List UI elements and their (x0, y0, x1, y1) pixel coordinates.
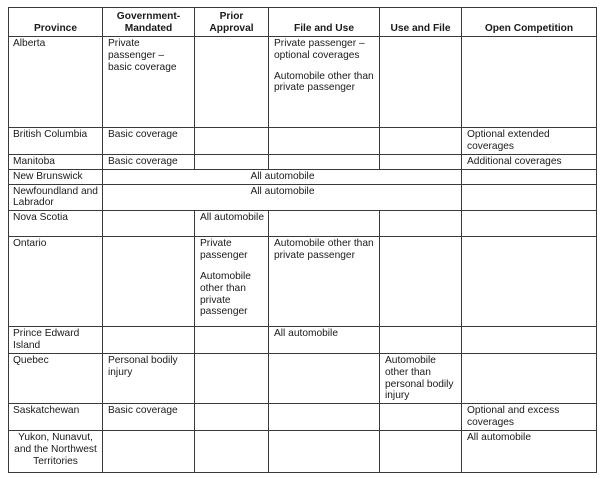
open-competition-cell: All automobile (462, 430, 597, 472)
use-and-file-cell (380, 37, 462, 128)
government-mandated-cell: Basic coverage (103, 404, 195, 431)
file-and-use-cell (269, 404, 380, 431)
prior-approval-cell (195, 404, 269, 431)
cell-line: Private passenger – optional coverages (274, 38, 365, 61)
province-cell: Newfoundland and Labrador (9, 184, 103, 211)
header-prior-approval: Prior Approval (195, 8, 269, 37)
table-row (9, 327, 597, 354)
province-cell: Quebec (9, 353, 103, 403)
government-mandated-cell: Private passenger – basic coverage (103, 37, 195, 128)
open-competition-cell (462, 184, 597, 211)
use-and-file-cell (380, 211, 462, 237)
file-and-use-cell (269, 128, 380, 155)
open-competition-cell (462, 37, 597, 128)
prior-approval-cell (195, 155, 269, 170)
table-row (9, 237, 597, 327)
use-and-file-cell (380, 327, 462, 354)
table-row (9, 430, 597, 472)
government-mandated-cell: Personal bodily injury (103, 353, 195, 403)
cell-line: Automobile other than private passenger (200, 270, 251, 318)
cell-line: Automobile other than private passenger (274, 70, 374, 94)
government-mandated-cell: Basic coverage (103, 155, 195, 170)
government-mandated-cell: Basic coverage (103, 128, 195, 155)
prior-approval-cell (195, 353, 269, 403)
auto-insurance-regulation-table (8, 7, 597, 473)
regulation-table-page (8, 7, 596, 473)
prior-approval-cell (195, 430, 269, 472)
file-and-use-cell (269, 430, 380, 472)
cell-line: Private passenger (200, 238, 248, 262)
province-cell: Yukon, Nunavut, and the Northwest Territories (9, 430, 103, 472)
open-competition-cell (462, 353, 597, 403)
province-cell: Manitoba (9, 155, 103, 170)
open-competition-cell: Optional and excess coverages (462, 404, 597, 431)
use-and-file-cell (380, 237, 462, 327)
open-competition-cell (462, 237, 597, 327)
table-row (9, 353, 597, 403)
table-row (9, 128, 597, 155)
province-cell: Ontario (9, 237, 103, 327)
header-government-mandated: Government-Mandated (103, 8, 195, 37)
header-row (9, 8, 597, 37)
file-and-use-cell (269, 37, 380, 128)
use-and-file-cell: Automobile other than personal bodily injury (380, 353, 462, 403)
spanning-cell: All automobile (103, 184, 462, 211)
table-row (9, 211, 597, 237)
table-row (9, 184, 597, 211)
government-mandated-cell (103, 430, 195, 472)
province-cell: Saskatchewan (9, 404, 103, 431)
file-and-use-cell (269, 155, 380, 170)
open-competition-cell (462, 211, 597, 237)
open-competition-cell (462, 169, 597, 184)
province-cell: Prince Edward Island (9, 327, 103, 354)
use-and-file-cell (380, 128, 462, 155)
use-and-file-cell (380, 430, 462, 472)
government-mandated-cell (103, 211, 195, 237)
province-cell: Alberta (9, 37, 103, 128)
government-mandated-cell (103, 237, 195, 327)
header-use-and-file: Use and File (380, 8, 462, 37)
table-row (9, 37, 597, 128)
file-and-use-cell (269, 211, 380, 237)
table-row (9, 404, 597, 431)
government-mandated-cell (103, 327, 195, 354)
open-competition-cell (462, 327, 597, 354)
use-and-file-cell (380, 155, 462, 170)
prior-approval-cell (195, 237, 269, 327)
spanning-cell: All automobile (103, 169, 462, 184)
province-cell: British Columbia (9, 128, 103, 155)
header-open-competition: Open Competition (462, 8, 597, 37)
file-and-use-cell: Automobile other than private passenger (269, 237, 380, 327)
prior-approval-cell (195, 327, 269, 354)
prior-approval-cell (195, 37, 269, 128)
province-cell: New Brunswick (9, 169, 103, 184)
header-file-and-use: File and Use (269, 8, 380, 37)
prior-approval-cell (195, 128, 269, 155)
table-row (9, 169, 597, 184)
file-and-use-cell (269, 353, 380, 403)
prior-approval-cell: All automobile (195, 211, 269, 237)
table-row (9, 155, 597, 170)
use-and-file-cell (380, 404, 462, 431)
header-province: Province (9, 8, 103, 37)
province-cell: Nova Scotia (9, 211, 103, 237)
open-competition-cell: Additional coverages (462, 155, 597, 170)
open-competition-cell: Optional extended coverages (462, 128, 597, 155)
file-and-use-cell: All automobile (269, 327, 380, 354)
